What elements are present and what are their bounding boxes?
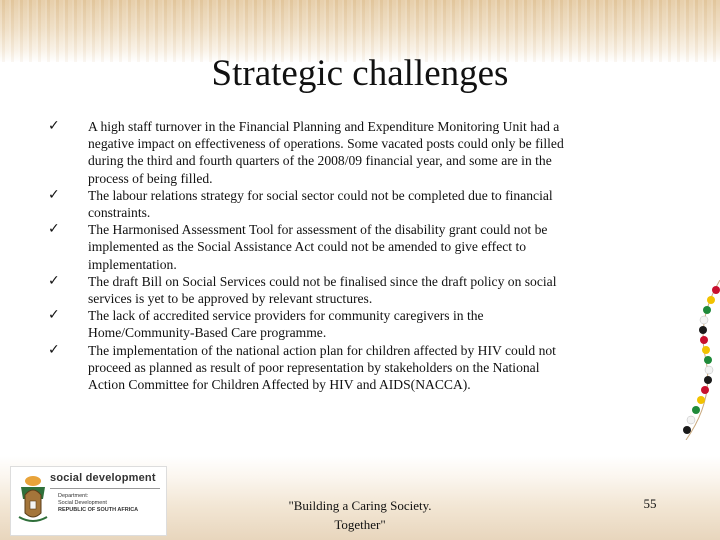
check-icon: ✓ <box>48 118 60 134</box>
dept-line: REPUBLIC OF SOUTH AFRICA <box>58 506 139 513</box>
bullet-line: implemented as the Social Assistance Act could not be amended to give effect to <box>88 239 527 255</box>
bead-strand <box>683 280 720 440</box>
dept-line: Department: <box>58 493 89 499</box>
page-number: 55 <box>643 496 657 511</box>
check-icon: ✓ <box>48 341 60 358</box>
bullet-line: process of being filled. <box>88 170 213 186</box>
brand-divider <box>50 488 160 489</box>
brand-name: social development <box>50 472 156 484</box>
bullet-line: Home/Community-Based Care programme. <box>88 325 327 341</box>
bullet-line: The labour relations strategy for social sector could not be completed due to financial <box>88 187 553 203</box>
tagline-line: "Building a Caring Society. <box>288 498 432 513</box>
coat-of-arms-icon <box>15 473 51 527</box>
bullet-line: implementation. <box>88 256 177 272</box>
dept-line: Social Development <box>58 499 107 506</box>
challenge-item-4 <box>48 273 648 307</box>
check-icon: ✓ <box>48 221 60 238</box>
tagline-line: Together" <box>334 517 386 532</box>
challenge-item-5 <box>48 307 648 341</box>
check-icon: ✓ <box>48 272 60 289</box>
challenge-item-6 <box>48 342 648 394</box>
beadwork-decoration <box>676 280 720 440</box>
challenge-list <box>48 118 648 393</box>
bullet-line: negative impact on effectiveness of operations. Some vacated posts could only be filled <box>88 136 564 152</box>
challenge-item-2 <box>48 187 648 221</box>
bullet-line: The draft Bill on Social Services could not be finalised since the draft policy on social <box>88 273 557 289</box>
bullet-line: The implementation of the national action plan for children affected by HIV could not <box>88 342 556 358</box>
challenge-item-1 <box>48 118 648 187</box>
bullet-line: during the third and fourth quarters of the 2008/09 financial year, and some are in the <box>88 153 552 169</box>
bullet-line: services is yet to be approved by relevant structures. <box>88 291 373 307</box>
bullet-line: The Harmonised Assessment Tool for assessment of the disability grant could not be <box>88 222 548 238</box>
department-text <box>58 493 163 513</box>
bullet-line: constraints. <box>88 205 151 221</box>
challenge-item-3 <box>48 221 648 273</box>
slide-title: Strategic challenges <box>211 53 509 94</box>
bullet-line: The lack of accredited service providers for community caregivers in the <box>88 308 484 324</box>
bullet-line: proceed as planned as result of poor representation by stakeholders on the National <box>88 359 540 375</box>
bullet-line: A high staff turnover in the Financial Planning and Expenditure Monitoring Unit had a <box>88 119 560 134</box>
check-icon: ✓ <box>48 307 60 324</box>
check-icon: ✓ <box>48 186 60 203</box>
bullet-line: Action Committee for Children Affected by HIV and AIDS(NACCA). <box>88 377 471 393</box>
footer-tagline <box>240 496 480 534</box>
